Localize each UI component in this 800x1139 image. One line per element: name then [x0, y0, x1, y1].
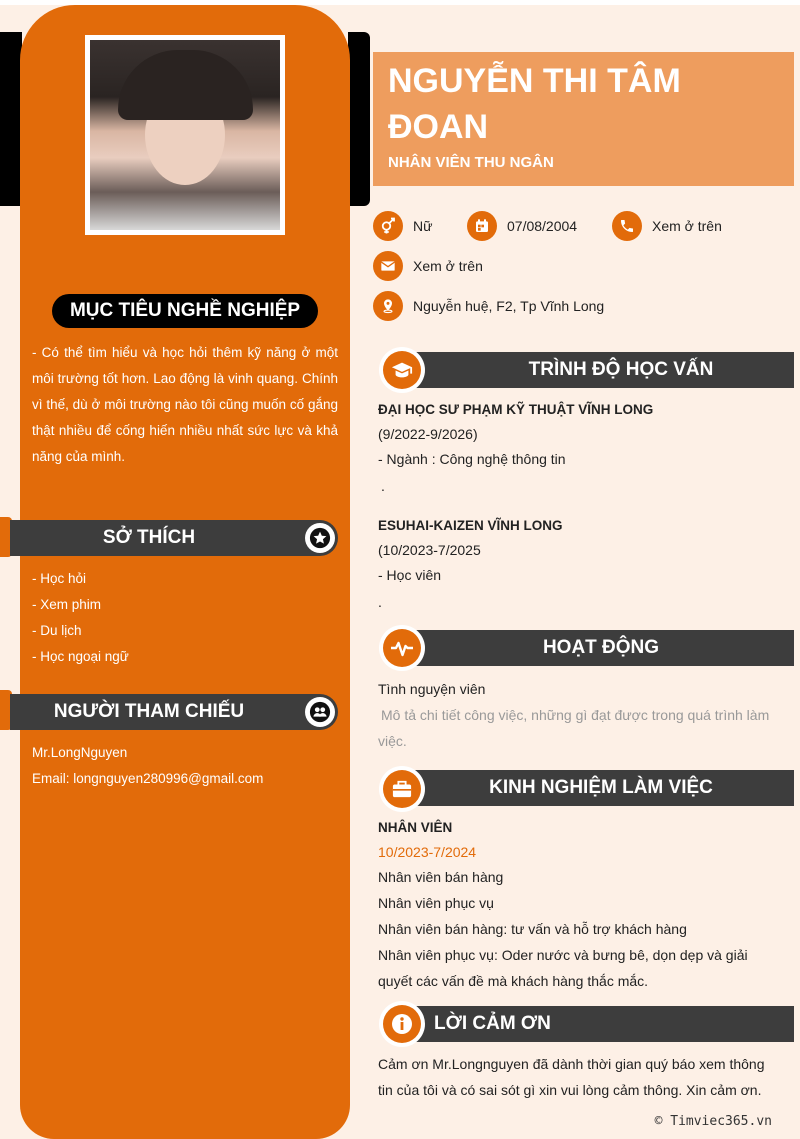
experience-line: Nhân viên phục vụ — [378, 895, 494, 911]
experience-position: NHÂN VIÊN — [378, 820, 453, 835]
graduation-cap-icon — [383, 351, 421, 389]
list-item: - Học hỏi — [32, 571, 87, 586]
email-text: Xem ở trên — [413, 258, 483, 274]
education-icon-wrap — [379, 347, 425, 393]
full-name: NGUYỄN THI TÂM ĐOAN — [388, 62, 681, 146]
education-header — [408, 352, 794, 388]
address-text: Nguyễn huệ, F2, Tp Vĩnh Long — [413, 298, 605, 314]
activity-description: Mô tả chi tiết công việc, những gì đạt được trong quá trình làm việc. — [378, 707, 770, 749]
thanks-title: LỜI CẢM ƠN — [434, 1013, 551, 1034]
experience-icon-wrap — [379, 766, 425, 812]
education-school-1: ĐẠI HỌC SƯ PHẠM KỸ THUẬT VĨNH LONG — [378, 402, 654, 417]
birthday-text: 07/08/2004 — [507, 218, 578, 234]
profile-photo — [85, 35, 285, 235]
hobbies-header — [10, 520, 338, 556]
thanks-icon-wrap — [379, 1001, 425, 1047]
education-detail-1: - Ngành : Công nghệ thông tin — [378, 451, 566, 467]
reference-name: Mr.LongNguyen — [32, 745, 128, 760]
gender-icon — [373, 211, 403, 241]
list-item: - Du lịch — [32, 623, 82, 638]
experience-header — [408, 770, 794, 806]
experience-period: 10/2023-7/2024 — [378, 844, 477, 860]
hobbies-title: SỞ THÍCH — [102, 527, 196, 548]
phone-text: Xem ở trên — [652, 218, 722, 234]
education-school-2: ESUHAI-KAIZEN VĨNH LONG — [378, 518, 563, 533]
experience-title: KINH NGHIỆM LÀM VIỆC — [489, 777, 713, 798]
hobbies-list — [32, 566, 129, 670]
list-item: - Học ngoại ngữ — [32, 649, 129, 664]
activities-icon-wrap — [379, 625, 425, 671]
education-title: TRÌNH ĐỘ HỌC VẤN — [528, 359, 714, 380]
email-icon — [373, 251, 403, 281]
education-period-1: (9/2022-9/2026) — [378, 426, 478, 442]
phone-icon — [612, 211, 642, 241]
education-extra-1: . — [381, 478, 385, 494]
pulse-icon — [383, 629, 421, 667]
reference-email: Email: longnguyen280996@gmail.com — [32, 771, 264, 786]
experience-line: Nhân viên bán hàng — [378, 869, 504, 885]
activities-header — [408, 630, 794, 666]
thanks-text: Cảm ơn Mr.Longnguyen đã dành thời gian quý báo xem thông tin của tôi và có sai sót gì xin vui lòng cảm thông. Xin cảm ơn. — [378, 1056, 765, 1098]
education-extra-2: . — [378, 594, 382, 610]
decorative-bar-right — [348, 32, 370, 206]
users-icon — [305, 697, 335, 727]
experience-line: Nhân viên bán hàng: tư vấn và hỗ trợ khách hàng — [378, 921, 687, 937]
objective-title: MỤC TIÊU NGHỀ NGHIỆP — [52, 294, 318, 328]
star-icon — [305, 523, 335, 553]
list-item: - Xem phim — [32, 597, 102, 612]
job-title: NHÂN VIÊN THU NGÂN — [388, 154, 554, 171]
references-list — [32, 740, 263, 792]
info-icon — [383, 1005, 421, 1043]
experience-line: Nhân viên phục vụ: Oder nước và bưng bê, dọn dẹp và giải quyết các vấn đề mà khách hàng thắc mắc. — [378, 947, 748, 989]
references-header — [10, 694, 338, 730]
gender-text: Nữ — [413, 218, 433, 234]
decorative-bar-left — [0, 32, 22, 206]
education-detail-2: - Học viên — [378, 567, 442, 583]
footer-watermark: © Timviec365.vn — [654, 1114, 772, 1129]
activities-title: HOẠT ĐỘNG — [542, 637, 660, 658]
activity-name: Tình nguyện viên — [378, 681, 486, 697]
references-title: NGƯỜI THAM CHIẾU — [53, 701, 245, 722]
thanks-header — [408, 1006, 794, 1042]
objective-text: - Có thể tìm hiểu và học hỏi thêm kỹ năng ở một môi trường tốt hơn. Lao động là vinh quang. Chính vì thế, dù ở môi trường nào tôi cũng muốn cố gắng thật nhiều để cống hiến nhiều nhất sức lực và khả năng của mình. — [32, 345, 338, 464]
education-period-2: (10/2023-7/2025 — [378, 542, 481, 558]
calendar-icon — [467, 211, 497, 241]
briefcase-icon — [383, 770, 421, 808]
location-icon — [373, 291, 403, 321]
